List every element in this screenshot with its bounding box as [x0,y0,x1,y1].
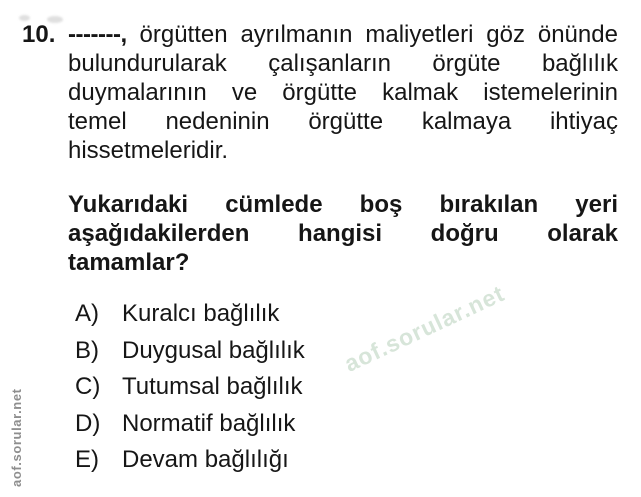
option-text: Normatif bağlılık [122,409,296,437]
option-e [75,445,305,474]
question-number: 10. [22,21,56,48]
stem-line-1: Yukarıdaki cümlede boş bırakılan yeri [68,191,618,218]
body-line-4: temel nedeninin örgütte kalmaya ihtiyaç [68,108,618,135]
stem-line-3: tamamlar? [68,249,190,276]
options-list [75,299,305,482]
option-text: Devam bağlılığı [122,446,289,473]
option-d [75,409,305,438]
option-text: Kuralcı bağlılık [122,300,280,327]
option-letter: E) [75,446,99,473]
option-b [75,336,305,365]
option-a [75,299,305,328]
watermark-diagonal: aof.sorular.net [340,279,509,377]
option-letter: C) [75,373,101,400]
option-letter: A) [75,300,99,327]
question-body [68,20,618,165]
option-text: Tutumsal bağlılık [122,373,303,400]
option-letter: D) [75,409,101,437]
stem-line-2: aşağıdakilerden hangisi doğru olarak [68,220,618,247]
body-line-5: hissetmeleridir. [68,137,229,164]
watermark-vertical: aof.sorular.net [9,388,24,487]
body-line-2: bulundurularak çalışanların örgüte bağlılık [68,50,618,77]
option-letter: B) [75,336,99,364]
body-line-3: duymalarının ve örgütte kalmak istemelerinin [68,79,618,106]
option-text: Duygusal bağlılık [122,336,305,364]
question-stem [68,190,618,277]
option-c [75,372,305,401]
body-line-1: -------, örgütten ayrılmanın maliyetleri göz önünde [68,21,618,48]
